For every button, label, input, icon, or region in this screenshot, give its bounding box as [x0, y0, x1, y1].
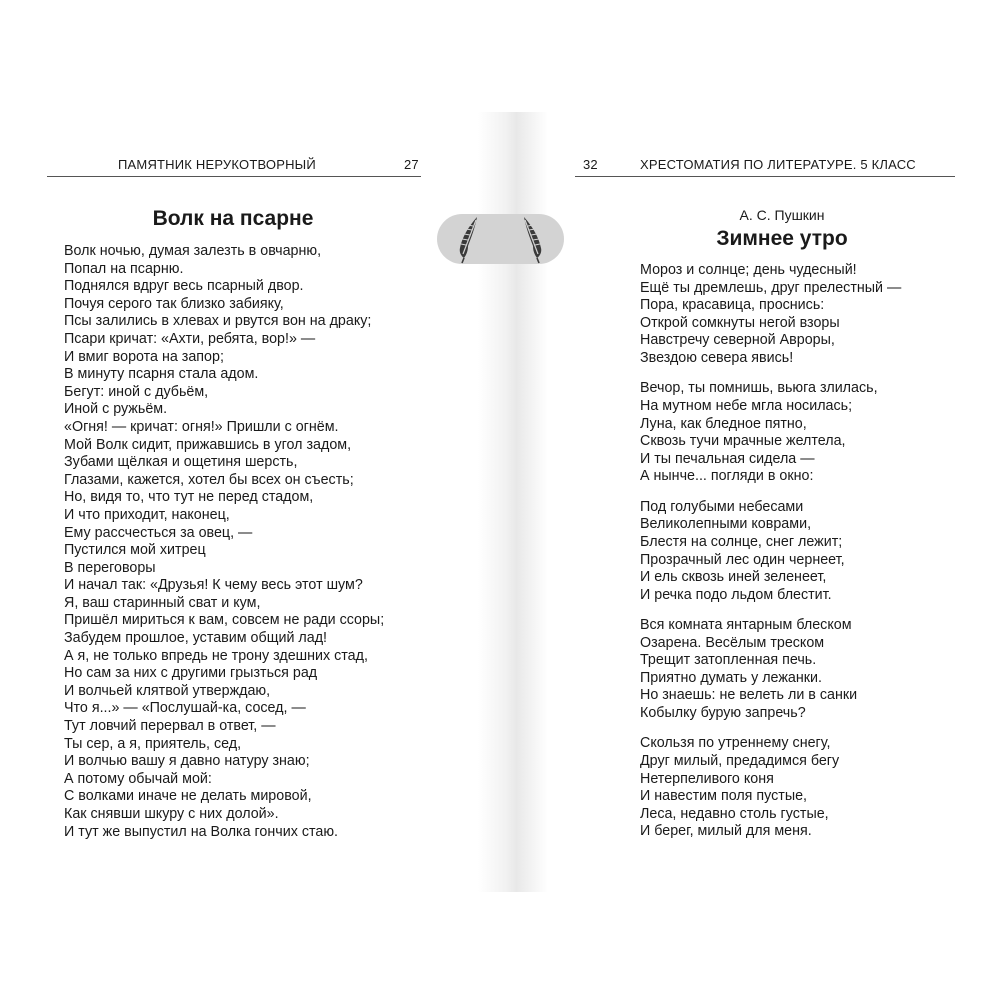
poem-line: Забудем прошлое, уставим общий лад!: [64, 630, 328, 647]
poem-line: На мутном небе мгла носилась;: [640, 397, 853, 414]
poem-line: Мороз и солнце; день чудесный!: [640, 262, 857, 278]
right-header-rule: [575, 176, 955, 177]
feather-quill-icon: [451, 214, 485, 264]
poem-line: Ты сер, а я, приятель, сед,: [64, 735, 242, 752]
poem-line: Как снявши шкуру с них долой».: [64, 806, 279, 822]
poem-line: Трещит затопленная печь.: [640, 652, 817, 669]
poem-line: И начал так: «Друзья! К чему весь этот шум?: [64, 577, 363, 594]
poem-line: Кобылку бурую запречь?: [640, 705, 806, 722]
poem-line: Волк ночью, думая залезть в овчарню,: [64, 243, 322, 259]
poem-line: Но, видя то, что тут не перед стадом,: [64, 489, 314, 506]
poem-line: Почуя серого так близко забияку,: [64, 295, 284, 312]
poem-line: Нетерпеливого коня: [640, 770, 774, 787]
poem-line: Ему рассчесться за овец, —: [64, 524, 253, 541]
poem-line: Приятно думать у лежанки.: [640, 669, 822, 686]
poem-line: И берег, милый для меня.: [640, 823, 812, 840]
poem-line: Леса, недавно столь густые,: [640, 805, 829, 822]
poem-line: Блестя на солнце, снег лежит;: [640, 533, 843, 550]
poem-line: Озарена. Весёлым треском: [640, 634, 825, 651]
poem-stanza: [640, 380, 901, 486]
poem-line: Пустился мой хитрец: [64, 542, 206, 559]
poem-line: Что я...» — «Послушай-ка, сосед, —: [64, 700, 306, 717]
poem-line: И что приходит, наконец,: [64, 506, 230, 523]
poem-line: Псы залились в хлевах и рвутся вон на драку;: [64, 313, 372, 330]
poem-line: Иной с ружьём.: [64, 401, 168, 418]
poem-line: Вся комната янтарным блеском: [640, 617, 852, 634]
poem-stanza: [640, 499, 901, 605]
poem-line: Пришёл мириться к вам, совсем не ради ссоры;: [64, 612, 385, 629]
poem-line: И ель сквозь иней зеленеет,: [640, 569, 827, 586]
poem-line: «Огня! — кричат: огня!» Пришли с огнём.: [64, 418, 339, 435]
poem-line: Друг милый, предадимся бегу: [640, 753, 840, 770]
poem-line: Мой Волк сидит, прижавшись в угол задом,: [64, 436, 352, 453]
poem-line: В переговоры: [64, 559, 156, 576]
right-page-number: 32: [583, 157, 598, 172]
poem-line: Звездою севера явись!: [640, 349, 794, 366]
poem-stanza: [640, 262, 901, 368]
poem-line: Сквозь тучи мрачные желтела,: [640, 433, 846, 450]
poem-line: Прозрачный лес один чернеет,: [640, 551, 845, 568]
poem-line: Луна, как бледное пятно,: [640, 415, 807, 432]
ornament-badge: [437, 214, 564, 264]
poem-line: И ты печальная сидела —: [640, 450, 815, 467]
left-poem-text: [64, 243, 384, 841]
poem-stanza: [640, 617, 901, 723]
poem-line: Навстречу северной Авроры,: [640, 332, 835, 349]
poem-line: Но сам за них с другими грызться рад: [64, 665, 318, 682]
poem-line: С волками иначе не делать мировой,: [64, 788, 312, 805]
poem-line: Великолепными коврами,: [640, 516, 812, 533]
poem-line: И речка подо льдом блестит.: [640, 586, 832, 603]
poem-line: И волчьей клятвой утверждаю,: [64, 682, 271, 699]
poem-line: Глазами, кажется, хотел бы всех он съесть;: [64, 471, 354, 488]
right-poem-text: [640, 262, 901, 854]
poem-line: Псари кричат: «Ахти, ребята, вор!» —: [64, 330, 316, 347]
poem-line: Я, ваш старинный сват и кум,: [64, 594, 261, 611]
left-page-number: 27: [404, 157, 419, 172]
poem-stanza: [640, 735, 901, 841]
poem-line: А нынче... погляди в окно:: [640, 468, 814, 485]
left-running-head: ПАМЯТНИК НЕРУКОТВОРНЫЙ: [118, 157, 316, 172]
poem-line: Тут ловчий перервал в ответ, —: [64, 718, 276, 735]
poem-line: Вечор, ты помнишь, вьюга злилась,: [640, 380, 878, 397]
left-poem-title: Волк на псарне: [152, 207, 314, 230]
poem-line: Скользя по утреннему снегу,: [640, 735, 831, 752]
poem-line: Попал на псарню.: [64, 260, 184, 277]
poem-line: А я, не только впредь не трону здешних стад,: [64, 647, 368, 664]
right-poem-title: Зимнее утро: [716, 227, 848, 250]
poem-line: И тут же выпустил на Волка гончих стаю.: [64, 823, 339, 840]
poem-line: Зубами щёлкая и ощетиня шерсть,: [64, 454, 298, 471]
poem-line: Но знаешь: не велеть ли в санки: [640, 687, 858, 704]
feather-quill-icon: [516, 214, 550, 264]
poem-line: Пора, красавица, проснись:: [640, 297, 825, 314]
left-header-rule: [47, 176, 421, 177]
poem-line: Бегут: иной с дубьём,: [64, 383, 209, 400]
poem-line: Поднялся вдруг весь псарный двор.: [64, 278, 304, 295]
poem-line: Ещё ты дремлешь, друг прелестный —: [640, 279, 902, 296]
poem-author: А. С. Пушкин: [739, 207, 825, 223]
poem-line: И вмиг ворота на запор;: [64, 348, 224, 365]
right-running-head: ХРЕСТОМАТИЯ ПО ЛИТЕРАТУРЕ. 5 КЛАСС: [640, 157, 916, 172]
poem-line: А потому обычай мой:: [64, 770, 212, 787]
poem-line: И навестим поля пустые,: [640, 788, 808, 805]
poem-line: И волчью вашу я давно натуру знаю;: [64, 753, 310, 770]
poem-line: В минуту псарня стала адом.: [64, 366, 259, 383]
poem-line: Под голубыми небесами: [640, 498, 804, 515]
poem-line: Открой сомкнуты негой взоры: [640, 314, 840, 331]
